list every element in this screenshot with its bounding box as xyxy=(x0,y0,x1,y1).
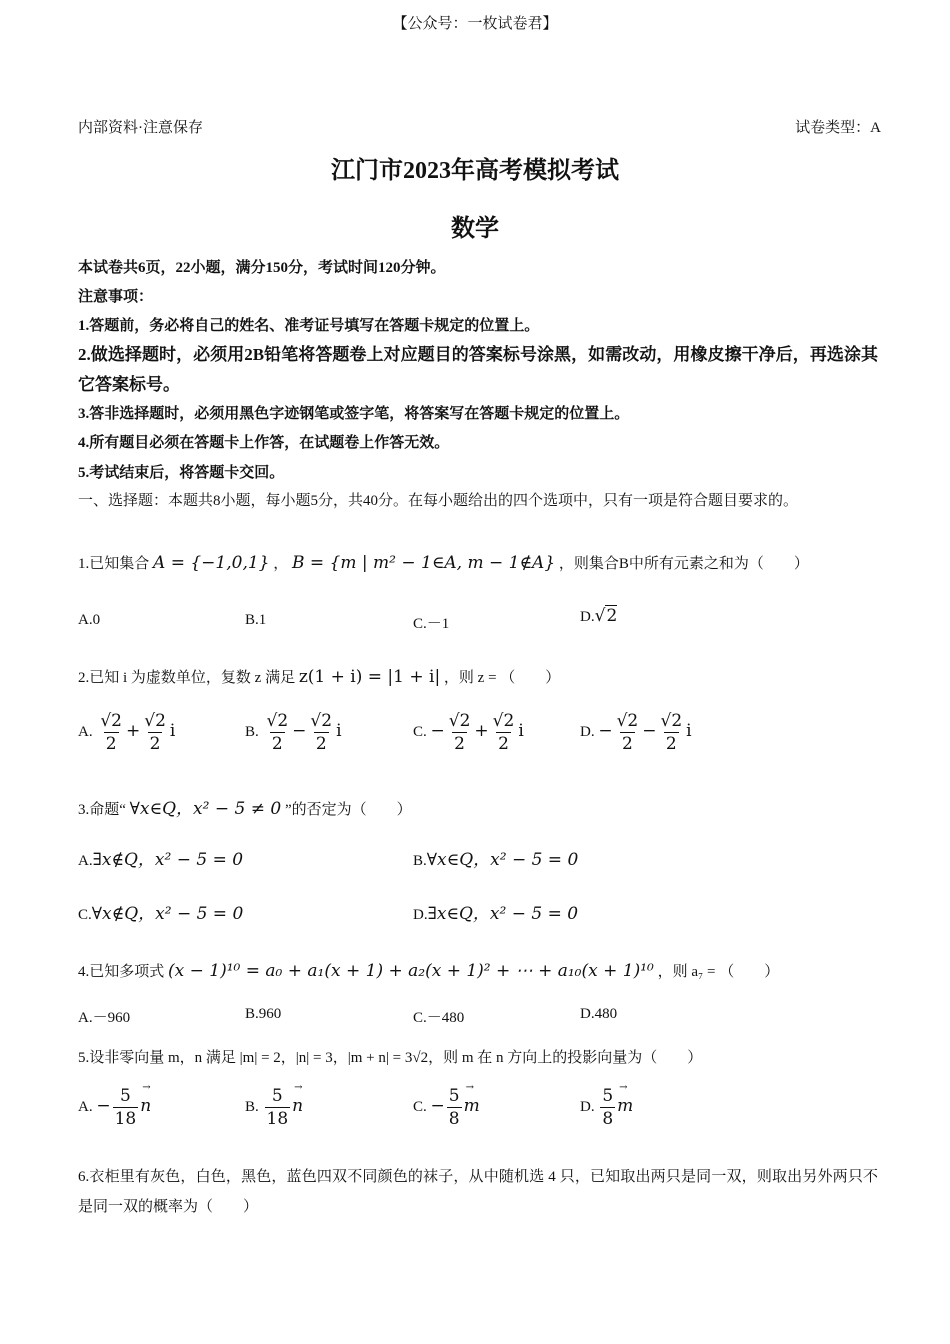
q1-comma: ， xyxy=(273,556,289,572)
frac-den: 8 xyxy=(602,1109,614,1129)
q5-option-d-label: D. xyxy=(580,1098,595,1115)
question-5: 5.设非零向量 m，n 满足 |m| = 2，|n| = 3，|m + n| = 3√2，则 m 在 n 方向上的投影向量为（ ） xyxy=(78,1050,703,1066)
vector-symbol: → m xyxy=(464,1096,480,1116)
q2-option-a-label: A. xyxy=(78,723,93,740)
notes-heading: 注意事项： xyxy=(78,289,154,305)
note-item: 1.答题前，务必将自己的姓名、准考证号填写在答题卡规定的位置上。 xyxy=(78,318,540,334)
q3-option-b-label: B. xyxy=(413,853,427,869)
sign: − xyxy=(96,1095,111,1116)
frac-den: 2 xyxy=(498,734,509,754)
frac-num: √2 xyxy=(100,711,122,731)
imag-unit: i xyxy=(169,720,176,741)
q4-suffix: ，则 a₇ = （ ） xyxy=(657,964,780,980)
frac-num: √2 xyxy=(310,711,333,731)
sign: + xyxy=(474,720,489,741)
q3-expr: ∀x∈Q，x² − 5 ≠ 0 xyxy=(129,799,282,819)
q4-option-b: B.960 xyxy=(245,1006,282,1022)
q3-option-b xyxy=(413,845,578,870)
exam-title: 江门市2023年高考模拟考试 xyxy=(331,158,619,184)
q2-option-c xyxy=(413,710,524,755)
q1-suffix: ，则集合B中所有元素之和为（ ） xyxy=(558,556,809,572)
q3-suffix: ”的否定为（ ） xyxy=(284,802,412,818)
sign: − xyxy=(430,720,445,741)
q5-option-b xyxy=(245,1085,303,1130)
note-item: 5.考试结束后，将答题卡交回。 xyxy=(78,465,285,481)
frac-den: 18 xyxy=(114,1109,137,1129)
frac-num: 5 xyxy=(602,1086,614,1106)
sign: − xyxy=(292,720,307,741)
confidential-note: 内部资料·注意保存 xyxy=(78,120,203,136)
question-4 xyxy=(78,960,779,981)
frac-num: √2 xyxy=(616,711,639,731)
note-item: 2.做选择题时，必须用2B铅笔将答题卷上对应题目的答案标号涂黑，如需改动，用橡皮擦干净后，再选涂其它答案标号。 xyxy=(78,345,878,394)
q2-option-c-label: C. xyxy=(413,723,427,740)
q3-option-d xyxy=(413,899,578,924)
q1-set-a: A = {−1,0,1} xyxy=(153,553,270,573)
frac-num: √2 xyxy=(492,711,515,731)
frac-den: 2 xyxy=(454,734,465,754)
imag-unit: i xyxy=(518,720,524,741)
frac-den: 2 xyxy=(315,734,327,754)
q3-option-c xyxy=(78,899,243,924)
q3-option-a-label: A. xyxy=(78,853,93,869)
question-6: 6.衣柜里有灰色，白色，黑色，蓝色四双不同颜色的袜子，从中随机选 4 只，已知取出两只是同一双，则取出另外两只不是同一双的概率为（ ） xyxy=(78,1169,878,1215)
question-3 xyxy=(78,794,412,819)
q4-option-a: A.－960 xyxy=(78,1010,131,1026)
sign: − xyxy=(598,720,613,741)
frac-num: √2 xyxy=(266,711,289,731)
q5-option-a xyxy=(78,1085,151,1130)
q2-option-b-label: B. xyxy=(245,723,259,740)
q1-option-d-label: D. xyxy=(580,609,595,625)
frac-den: 2 xyxy=(149,734,161,754)
sign: − xyxy=(430,1095,445,1116)
note-item: 4.所有题目必须在答题卡上作答，在试题卷上作答无效。 xyxy=(78,435,450,451)
q2-suffix: ，则 z = （ ） xyxy=(443,670,561,686)
question-2 xyxy=(78,666,560,687)
q5-option-a-label: A. xyxy=(78,1098,93,1115)
q3-option-c-expr: ∀x∉Q，x² − 5 = 0 xyxy=(91,904,244,924)
vector-symbol: → n xyxy=(292,1096,303,1116)
sign: − xyxy=(642,720,657,741)
frac-den: 8 xyxy=(448,1109,460,1129)
q1-set-b: B = {m | m² − 1∈A, m − 1∉A} xyxy=(292,553,556,573)
frac-den: 2 xyxy=(105,734,117,754)
q3-option-c-label: C. xyxy=(78,907,92,923)
q3-option-d-expr: ∃x∈Q，x² − 5 = 0 xyxy=(427,904,579,924)
q2-option-d-label: D. xyxy=(580,723,595,740)
q1-prefix: 1.已知集合 xyxy=(78,556,150,572)
q5-option-b-label: B. xyxy=(245,1098,259,1115)
q5-option-c-label: C. xyxy=(413,1098,427,1115)
q1-option-a: A.0 xyxy=(78,612,101,628)
q2-prefix: 2.已知 i 为虚数单位，复数 z 满足 xyxy=(78,670,296,686)
frac-num: √2 xyxy=(448,711,471,731)
question-1 xyxy=(78,552,809,573)
frac-num: 5 xyxy=(448,1086,460,1106)
q2-expr: z(1 + i) = |1 + i| xyxy=(298,667,441,687)
imag-unit: i xyxy=(336,720,342,741)
q3-option-b-expr: ∀x∈Q，x² − 5 = 0 xyxy=(426,850,579,870)
frac-num: 5 xyxy=(120,1086,131,1106)
frac-den: 18 xyxy=(266,1109,289,1129)
q2-option-b xyxy=(245,710,342,755)
frac-num: 5 xyxy=(271,1086,283,1106)
frac-num: √2 xyxy=(144,711,166,731)
q3-option-d-label: D. xyxy=(413,907,428,923)
q4-option-d: D.480 xyxy=(580,1006,618,1022)
q1-option-b: B.1 xyxy=(245,612,267,628)
paper-type: 试卷类型：A xyxy=(795,120,881,136)
frac-den: 2 xyxy=(622,734,633,754)
q1-option-c: C.－1 xyxy=(413,616,450,632)
q4-expr: (x − 1)¹⁰ = a₀ + a₁(x + 1) + a₂(x + 1)² + ⋯ + a₁₀(x + 1)¹⁰ xyxy=(168,961,654,981)
frac-num: √2 xyxy=(660,711,683,731)
section-one-heading: 一、选择题：本题共8小题，每小题5分，共40分。在每小题给出的四个选项中，只有一项是符合题目要求的。 xyxy=(78,493,799,509)
vector-symbol: → m xyxy=(617,1096,633,1116)
imag-unit: i xyxy=(686,720,692,741)
q1-option-d-value: 2 xyxy=(606,606,618,626)
q3-option-a xyxy=(78,845,243,870)
q5-option-d xyxy=(580,1085,633,1130)
q4-option-c: C.－480 xyxy=(413,1010,465,1026)
q5-option-c xyxy=(413,1085,480,1130)
frac-den: 2 xyxy=(665,734,677,754)
q3-option-a-expr: ∃x∉Q，x² − 5 = 0 xyxy=(92,850,244,870)
note-item: 3.答非选择题时，必须用黑色字迹钢笔或签字笔，将答案写在答题卡规定的位置上。 xyxy=(78,406,630,422)
vector-symbol: → n xyxy=(140,1096,151,1116)
q2-option-d xyxy=(580,710,692,755)
exam-summary: 本试卷共6页，22小题，满分150分，考试时间120分钟。 xyxy=(78,260,446,276)
top-banner: 【公众号：一枚试卷君】 xyxy=(392,16,558,32)
q2-option-a xyxy=(78,710,175,755)
q3-prefix: 3.命题“ xyxy=(78,802,126,818)
q1-option-d: D.√2 xyxy=(580,606,618,626)
frac-den: 2 xyxy=(271,734,283,754)
sign: + xyxy=(126,720,141,741)
subject-title: 数学 xyxy=(451,216,499,242)
q4-prefix: 4.已知多项式 xyxy=(78,964,165,980)
